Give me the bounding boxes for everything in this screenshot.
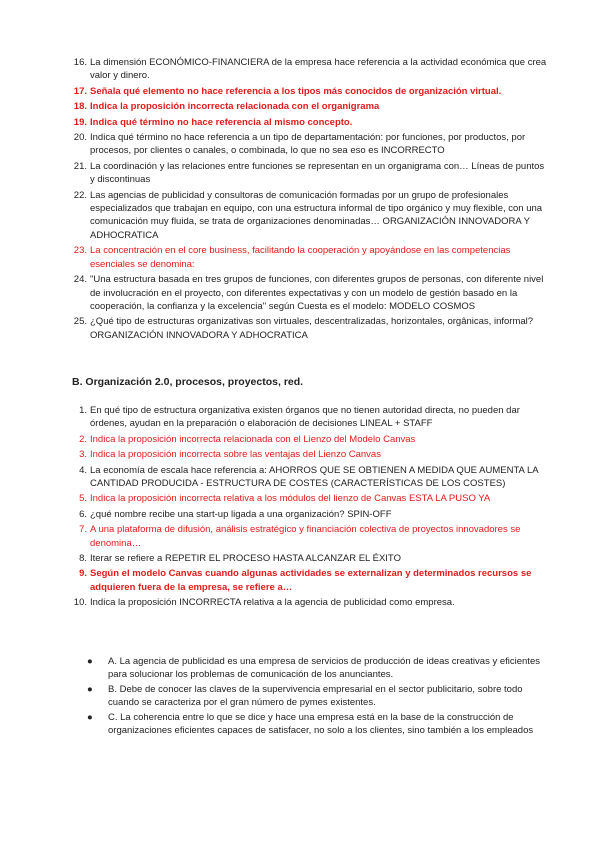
list-item xyxy=(73,116,550,129)
item-text: Indica la proposición incorrecta relacionada con el Lienzo del Modelo Canvas xyxy=(90,433,416,445)
list-item xyxy=(73,244,550,271)
item-number: 1. xyxy=(79,405,87,416)
item-number: 19. xyxy=(73,116,87,128)
item-number: 2. xyxy=(79,433,87,445)
list-item xyxy=(79,552,550,565)
item-number: 9. xyxy=(79,568,87,580)
list-item xyxy=(79,523,550,550)
item-number: 5. xyxy=(79,493,87,505)
list-item xyxy=(79,464,550,491)
item-number: 18. xyxy=(73,101,87,113)
question-list-b xyxy=(73,404,550,612)
item-text: A una plataforma de difusión, análisis estratégico y financiación colectiva de proyectos innovadores se denomina… xyxy=(90,524,521,549)
bullet-icon: ● xyxy=(87,711,93,723)
list-item xyxy=(73,100,550,113)
item-text: La economía de escala hace referencia a: AHORROS QUE SE OBTIENEN A MEDIDA QUE AUMENTA LA CANTIDAD PRODUCIDA - ESTRUCTURA DE COSTES (CARACTERÍSTICAS DE LOS COSTES) xyxy=(90,464,539,490)
item-number: 8. xyxy=(79,553,87,565)
item-number: 16. xyxy=(73,57,87,68)
item-number: 25. xyxy=(73,316,87,328)
list-item xyxy=(79,567,550,594)
item-text: Indica la proposición incorrecta relacionada con el organigrama xyxy=(90,101,380,113)
item-text: Indica la proposición incorrecta sobre las ventajas del Lienzo Canvas xyxy=(90,449,381,461)
item-text: Indica qué término no hace referencia al mismo concepto. xyxy=(90,116,353,128)
list-item xyxy=(73,315,550,342)
bullet-text: B. Debe de conocer las claves de la supervivencia empresarial en el sector publicitario, sobre todo cuando se caracteriza por el gran número de pymes existentes. xyxy=(108,683,523,709)
bullet-text: A. La agencia de publicidad es una empresa de servicios de producción de ideas creativas y eficientes para solucionar los problemas de comunicación de los anunciantes. xyxy=(108,656,540,681)
bullet-icon: ● xyxy=(87,656,93,667)
list-item xyxy=(73,273,550,313)
item-text: Iterar se refiere a REPETIR EL PROCESO HASTA ALCANZAR EL ÉXITO xyxy=(90,553,401,565)
item-number: 22. xyxy=(73,189,87,201)
item-text: Indica la proposición INCORRECTA relativa a la agencia de publicidad como empresa. xyxy=(90,597,455,609)
item-text: Indica qué término no hace referencia a un tipo de departamentación: por funciones, por productos, por procesos, por clientes o canales, o combinada, lo que no sea eso es INCORRECTO xyxy=(90,132,526,157)
list-item xyxy=(79,508,550,521)
item-text: La concentración en el core business, facilitando la cooperación y apoyándose en las competencias esenciales se denomina: xyxy=(90,245,511,270)
list-item xyxy=(73,160,550,187)
item-number: 20. xyxy=(73,132,87,144)
list-item xyxy=(73,56,550,83)
item-number: 21. xyxy=(73,160,87,172)
item-text: Las agencias de publicidad y consultoras de comunicación formadas por un grupo de profesionales especializados que trabajan en equipo, con una estructura informal de tipo orgánico y muy flexible, con una comunicación muy fluida, se trata de organizaciones denominadas… ORGANIZACIÓN INNOVADORA Y ADHOCRATICA xyxy=(90,189,543,241)
list-item xyxy=(73,596,550,609)
bullet-item xyxy=(87,655,544,682)
item-number: 3. xyxy=(79,449,87,461)
item-text: Según el modelo Canvas cuando algunas actividades se externalizan y determinados recursos se adquieren fuera de la empresa, se refiere a… xyxy=(90,568,532,593)
bullet-item xyxy=(87,683,544,710)
item-text: "Una estructura basada en tres grupos de funciones, con diferentes grupos de personas, con diferente nivel de involucración en el proyecto, con diferentes expectativas y con un modelo de gestión basado en la cooperación, la confianza y la excelencia" según Cuesta es el modelo: MODELO COSMOS xyxy=(90,274,544,312)
item-text: En qué tipo de estructura organizativa existen órganos que no tienen autoridad directa, no pueden dar órdenes, ayudan en la preparación o elaboración de decisiones LINEAL + STAFF xyxy=(90,405,520,430)
item-text: ¿qué nombre recibe una start-up ligada a una organización? SPIN-OFF xyxy=(90,508,392,520)
item-number: 10. xyxy=(73,597,87,609)
bullet-text: C. La coherencia entre lo que se dice y hace una empresa está en la base de la construcción de organizaciones eficientes capaces de satisfacer, no solo a los clientes, sino también a los empleados xyxy=(108,711,534,737)
list-item xyxy=(79,404,550,431)
list-item xyxy=(73,131,550,158)
item-text: La dimensión ECONÓMICO-FINANCIERA de la empresa hace referencia a la actividad económica que crea valor y dinero. xyxy=(90,57,547,82)
item-number: 17. xyxy=(73,85,87,97)
section-heading: B. Organización 2.0, procesos, proyectos, red. xyxy=(72,376,304,388)
item-text: Indica la proposición incorrecta relativa a los módulos del lienzo de Canvas ESTA LA PUSO YA xyxy=(90,493,491,505)
item-number: 4. xyxy=(79,464,87,476)
list-item xyxy=(79,448,550,461)
bullet-icon: ● xyxy=(87,683,93,695)
answer-options xyxy=(87,655,544,738)
item-text: La coordinación y las relaciones entre funciones se representan en un organigrama con… Líneas de puntos y discontinuas xyxy=(90,160,545,186)
item-text: Señala qué elemento no hace referencia a los tipos más conocidos de organización virtual. xyxy=(90,85,502,97)
question-list-a xyxy=(73,56,550,344)
list-item xyxy=(73,85,550,98)
item-number: 24. xyxy=(73,274,87,286)
list-item xyxy=(79,433,550,446)
item-number: 23. xyxy=(73,245,87,257)
item-number: 7. xyxy=(79,524,87,536)
bullet-item xyxy=(87,711,544,738)
item-text: ¿Qué tipo de estructuras organizativas son virtuales, descentralizadas, horizontales, orgânicas, informal? ORGANIZACIÓN INNOVADORA Y ADHOCRATICA xyxy=(90,316,534,341)
item-number: 6. xyxy=(79,508,87,520)
list-item xyxy=(73,189,550,243)
list-item xyxy=(79,492,550,505)
